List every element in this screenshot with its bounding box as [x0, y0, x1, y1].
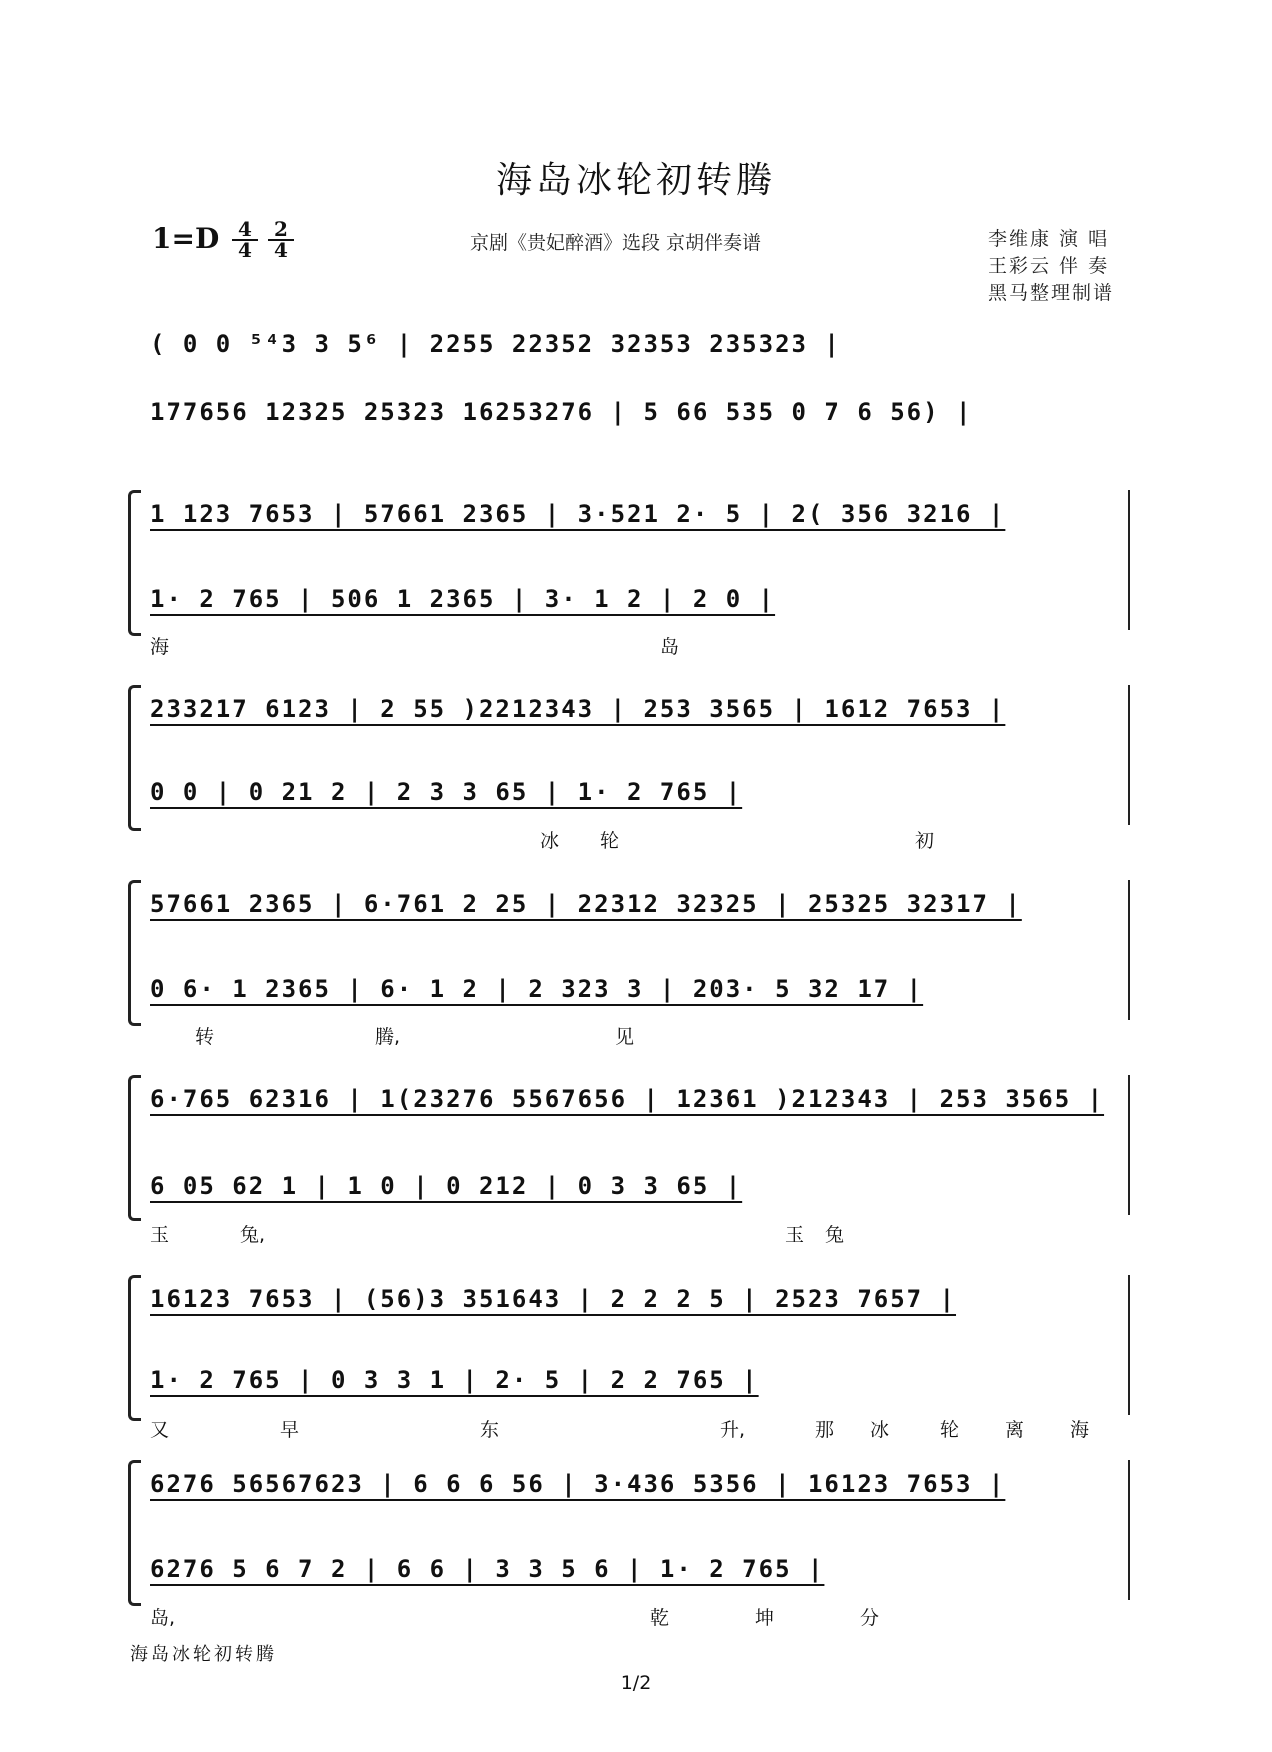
lyric-syllable: 坤: [755, 1607, 775, 1629]
system-6-voice: [150, 1555, 1130, 1599]
accompaniment-notation: 233217 6123 | 2 55 )2212343 | 253 3565 | 1612 7653 |: [150, 695, 1006, 723]
lyric-syllable: 岛,: [150, 1607, 176, 1629]
lyric-syllable: 岛: [660, 636, 680, 658]
system-5-accompaniment: [150, 1285, 1130, 1329]
system-4-voice: [150, 1172, 1130, 1216]
lyric-syllable: 冰: [540, 830, 560, 852]
lyric-syllable: 海: [1070, 1419, 1090, 1441]
system-brace: [128, 685, 141, 831]
system-brace: [128, 1275, 141, 1421]
voice-notation: 0 0 | 0 21 2 | 2 3 3 65 | 1· 2 765 |: [150, 778, 743, 806]
system-brace: [128, 1075, 141, 1221]
time-sig-numerator: 2: [268, 220, 294, 241]
credits: [988, 226, 1114, 307]
lyric-syllable: 兔,: [240, 1224, 266, 1246]
system-2-voice: [150, 778, 1130, 822]
system-5-voice: [150, 1366, 1130, 1410]
system-1-lyrics: [150, 632, 1130, 676]
system-4-lyrics: [150, 1220, 1130, 1264]
lyric-syllable: 离: [1005, 1419, 1025, 1441]
lyric-syllable: 腾,: [375, 1026, 401, 1048]
intro-line-1: [150, 330, 1130, 374]
accompaniment-notation: 16123 7653 | (56)3 351643 | 2 2 2 5 | 2523 7657 |: [150, 1285, 957, 1313]
lyric-syllable: 轮: [940, 1419, 960, 1441]
accompaniment-notation: 6·765 62316 | 1(23276 5567656 | 12361 )212343 | 253 3565 |: [150, 1085, 1105, 1113]
lyric-syllable: 早: [280, 1419, 300, 1441]
system-3-lyrics: [150, 1022, 1130, 1066]
lyric-syllable: 冰: [870, 1419, 890, 1441]
key-signature: 1=D: [152, 222, 220, 255]
lyric-syllable: 轮: [600, 830, 620, 852]
lyric-syllable: 兔: [825, 1224, 845, 1246]
voice-notation: 6276 5 6 7 2 | 6 6 | 3 3 5 6 | 1· 2 765 |: [150, 1555, 825, 1583]
lyric-syllable: 初: [915, 830, 935, 852]
system-6-accompaniment: [150, 1470, 1130, 1514]
voice-notation: 6 05 62 1 | 1 0 | 0 212 | 0 3 3 65 |: [150, 1172, 743, 1200]
lyric-syllable: 升,: [720, 1419, 746, 1441]
credit-transcriber: 黑马整理制谱: [988, 282, 1115, 304]
lyric-syllable: 乾: [650, 1607, 670, 1629]
system-brace: [128, 880, 141, 1026]
intro-notation: ( 0 0 ⁵⁴3 3 5⁶ | 2255 22352 32353 235323 |: [150, 330, 841, 358]
accompaniment-notation: 6276 56567623 | 6 6 6 56 | 3·436 5356 | 16123 7653 |: [150, 1470, 1006, 1498]
system-4-accompaniment: [150, 1085, 1130, 1129]
page-number: 1/2: [620, 1672, 652, 1694]
system-1-voice: [150, 585, 1130, 629]
voice-notation: 0 6· 1 2365 | 6· 1 2 | 2 323 3 | 203· 5 32 17 |: [150, 975, 924, 1003]
lyric-syllable: 又: [150, 1419, 170, 1441]
system-2-accompaniment: [150, 695, 1130, 739]
time-sig-numerator: 4: [232, 220, 258, 241]
final-barline: [1128, 1275, 1130, 1415]
system-3-voice: [150, 975, 1130, 1019]
time-sig-denominator: 4: [274, 238, 288, 262]
lyric-syllable: 见: [615, 1026, 635, 1048]
system-6-lyrics: [150, 1603, 1130, 1647]
lyric-syllable: 海: [150, 636, 170, 658]
score-title: 海岛冰轮初转腾: [495, 160, 776, 201]
system-2-lyrics: [150, 826, 1130, 870]
intro-line-2: [150, 398, 1130, 442]
lyric-syllable: 那: [815, 1419, 835, 1441]
system-1-accompaniment: [150, 500, 1130, 544]
final-barline: [1128, 1075, 1130, 1215]
footer-piece-name: 海岛冰轮初转腾: [130, 1644, 277, 1665]
lyric-syllable: 转: [195, 1026, 215, 1048]
voice-notation: 1· 2 765 | 506 1 2365 | 3· 1 2 | 2 0 |: [150, 585, 776, 613]
voice-notation: 1· 2 765 | 0 3 3 1 | 2· 5 | 2 2 765 |: [150, 1366, 759, 1394]
score-subtitle: 京剧《贵妃醉酒》选段 京胡伴奏谱: [470, 232, 762, 254]
system-5-lyrics: [150, 1415, 1130, 1459]
time-signature-2-4: [268, 217, 294, 262]
intro-notation: 177656 12325 25323 16253276 | 5 66 535 0 7 6 56) |: [150, 398, 973, 426]
time-sig-denominator: 4: [238, 238, 252, 262]
final-barline: [1128, 880, 1130, 1020]
lyric-syllable: 玉: [150, 1224, 170, 1246]
final-barline: [1128, 490, 1130, 630]
lyric-syllable: 玉: [785, 1224, 805, 1246]
lyric-syllable: 分: [860, 1607, 880, 1629]
credit-accompanist: 王彩云 伴 奏: [988, 255, 1110, 277]
credit-singer: 李维康 演 唱: [988, 228, 1110, 250]
lyric-syllable: 东: [480, 1419, 500, 1441]
accompaniment-notation: 1 123 7653 | 57661 2365 | 3·521 2· 5 | 2( 356 3216 |: [150, 500, 1006, 528]
time-signature-4-4: [232, 217, 258, 262]
system-brace: [128, 1460, 141, 1606]
system-3-accompaniment: [150, 890, 1130, 934]
final-barline: [1128, 685, 1130, 825]
accompaniment-notation: 57661 2365 | 6·761 2 25 | 22312 32325 | 25325 32317 |: [150, 890, 1022, 918]
final-barline: [1128, 1460, 1130, 1600]
system-brace: [128, 490, 141, 636]
